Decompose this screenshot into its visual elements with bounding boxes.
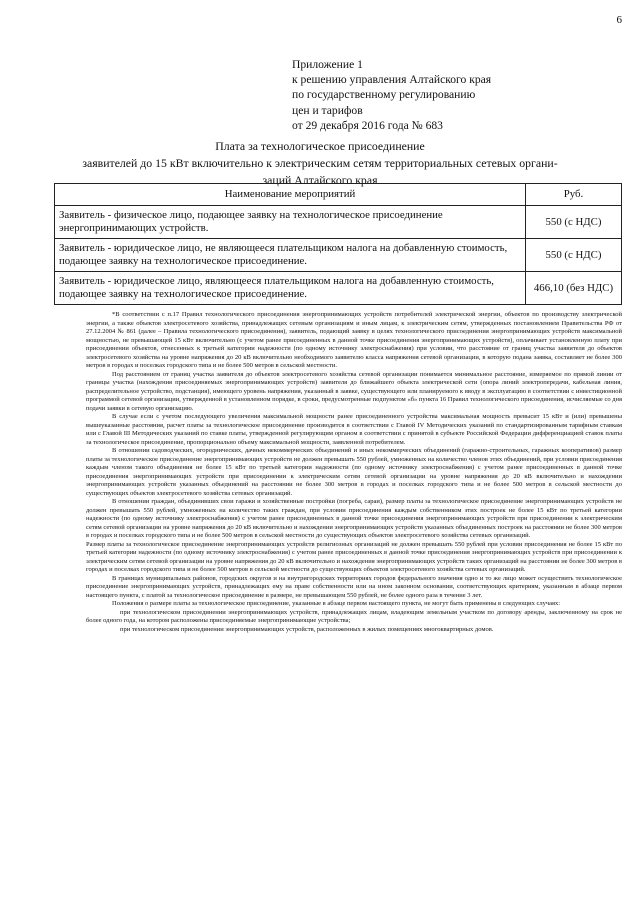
- paragraph: *В соответствии с п.17 Правил технологического присоединения энергопринимающих устройств потребителей электрической энергии, объектов по производству электрической энергии, а также объектов электросетевого хозяйства, принадлежащих сетевым организациям и иным лицам, к электрическим сетям, утвержденных постановлением Правительства РФ от 27.12.2004 № 861 (далее – Правила технологического присоединения), заявитель, подающий заявку в целях технологического присоединения энергопринимающих устройств максимальной мощностью, не превышающей 15 кВт включительно (с учетом ранее присоединенных в данной точке присоединения энергопринимающих устройств), оплачивает установленную плату при присоединении объектов, отнесенных к третьей категории надежности (по одному источнику электроснабжения) при условии, что расстояние от границ участка заявителя до объектов электросетевого хозяйства на уровне напряжения до 20 кВ включительно необходимого заявителю класса напряжения сетевой организации, в которую подана заявка, составляет не более 300 метров в городах и поселках городского типа и не более 500 метров в сельской местности.: [86, 311, 622, 369]
- paragraph: Под расстоянием от границ участка заявителя до объектов электросетевого хозяйства сетевой организации понимается минимальное расстояние, измеряемое по прямой линии от границы участка (нахождения присоединяемых энергопринимающих устройств) заявителя до ближайшего объекта электрической сети (опора линий электропередачи, кабельная линия, распределительное устройство, подстанция), имеющего уровень напряжения, указанный в заявке, существующего или планируемого к вводу в эксплуатацию в соответствии с инвестиционной программой сетевой организации, утвержденной в установленном порядке, в сроки, предусмотренные подпунктом «б» пункта 16 Правил технологического присоединения, исчисляемые со дня подачи заявки в сетевую организацию.: [86, 370, 622, 412]
- table-row: [55, 206, 622, 239]
- appendix-line: к решению управления Алтайского края: [292, 73, 492, 87]
- paragraph: В границах муниципальных районов, городских округов и на внутригородских территориях городов федерального значения одно и то же лицо может осуществить технологическое присоединение энергопринимающих устройств, принадлежащих ему на праве собственности или на ином законном основании, соответствующих критериям, указанным в абзаце первом настоящего пункта, с платой за технологическое присоединение в размере, не превышающем 550 рублей, не более одного раза в течение 3 лет.: [86, 574, 622, 599]
- page-number: 6: [616, 14, 622, 26]
- appendix-header: [292, 57, 622, 133]
- table-cell-name: Заявитель - физическое лицо, подающее заявку на технологическое присоединение энергопринимающих устройств.: [55, 206, 526, 239]
- title-line: Плата за технологическое присоединение: [215, 139, 425, 153]
- table-header-row: [55, 184, 622, 206]
- paragraph: Положения о размере платы за технологическое присоединение, указанные в абзаце первом настоящего пункта, не могут быть применены в следующих случаях:: [112, 600, 561, 607]
- paragraph: Размер платы за технологическое присоединение энергопринимающих устройств религиозных организаций не должен превышать 550 рублей при условии присоединения не более 15 кВт по третьей категории надежности (по одному источнику электроснабжения) с учетом ранее присоединенных в данной точке присоединения энергопринимающих устройств при присоединении к электрическим сетям сетевой организации на уровне напряжения до 20 кВ включительно и нахождения энергопринимающих устройств таких организаций на расстоянии не более 300 метров в городах и поселках городского типа и не более 500 метров в сельской местности до существующих объектов электросетевого хозяйства сетевых организаций.: [86, 540, 622, 573]
- appendix-line: цен и тарифов: [292, 103, 363, 117]
- paragraph: В отношении граждан, объединивших свои гаражи и хозяйственные постройки (погреба, сараи), размер платы за технологическое присоединение энергопринимающих устройств не должен превышать 550 рублей, умноженных на количество таких граждан, при условии присоединения каждым собственником этих построек не более 15 кВт по третьей категории надежности (по одному источнику электроснабжения) с учетом ранее присоединенных в данной точке присоединения энергопринимающих устройств при присоединении к электрическим сетям сетевой организации на уровне напряжения до 20 кВ включительно и нахождении энергопринимающих устройств указанных объединенных построек на расстоянии не более 300 метров в городах и поселках городского типа и не более 500 метров в сельской местности до существующих объектов электросетевого хозяйства сетевых организаций.: [86, 498, 622, 539]
- appendix-line: от 29 декабря 2016 года № 683: [292, 118, 443, 132]
- table-cell-price: 550 (с НДС): [526, 206, 622, 239]
- table-row: [55, 239, 622, 272]
- list-item: при технологическом присоединении энергопринимающих устройств, принадлежащих лицам, владеющим земельным участком по договору аренды, заключенному на срок не более одного года, на котором расположены присоединяемые энергопринимающие устройства;: [86, 608, 622, 624]
- paragraph: В случае если с учетом последующего увеличения максимальной мощности ранее присоединенного устройства максимальная мощность превысит 15 кВт и (или) превышены вышеуказанные расстояния, расчет платы за технологическое присоединение производится в соответствии с Главой IV Методических указаний по стандартизированным тарифным ставкам или с Главой III Методических указаний по ставке платы, утвержденной регулирующим органом в соответствии с принятой в субъекте Российской Федерации дифференциацией ставок платы за технологическое присоединение, пропорционально объему максимальной мощности, заявленной потребителем.: [86, 413, 622, 446]
- body-text: [86, 311, 622, 634]
- appendix-line: Приложение 1: [292, 58, 363, 71]
- column-header-name: Наименование мероприятий: [55, 184, 526, 206]
- column-header-price: Руб.: [526, 184, 622, 206]
- table-cell-price: 550 (с НДС): [526, 239, 622, 272]
- table-cell-name: Заявитель - юридическое лицо, являющееся плательщиком налога на добавленную стоимость, подающее заявку на технологическое присоединение.: [55, 272, 526, 305]
- paragraph: В отношении садоводческих, огороднических, дачных некоммерческих объединений и иных некоммерческих объединений (гаражно-строительных, гаражных кооперативов) размер платы за технологическое присоединение энергопринимающих устройств не должен превышать 550 рублей, умноженных на количество членов этих объединений, при условии присоединения каждым членом такого объединения не более 15 кВт по третьей категории надежности (по одному источнику электроснабжения) с учетом ранее присоединенных в данной точке присоединения энергопринимающих устройств при присоединении к электрическим сетям сетевой организации на уровне напряжения до 20 кВ включительно и нахождении энергопринимающих устройств указанных объединений на расстоянии не более 300 метров в городах и поселках городского типа и не более 500 метров в сельской местности до существующих объектов электросетевого хозяйства сетевых организаций.: [86, 447, 622, 497]
- table-cell-price: 466,10 (без НДС): [526, 272, 622, 305]
- document-title: [20, 138, 620, 189]
- title-line: заций Алтайского края: [262, 173, 378, 187]
- appendix-line: по государственному регулированию: [292, 88, 476, 102]
- title-line: заявителей до 15 кВт включительно к электрическим сетям территориальных сетевых органи-: [82, 156, 558, 170]
- table-row: [55, 272, 622, 305]
- fees-table: [54, 183, 622, 305]
- table-cell-name: Заявитель - юридическое лицо, не являющееся плательщиком налога на добавленную стоимость, подающее заявку на технологическое присоединение.: [55, 239, 526, 272]
- list-item: при технологическом присоединении энергопринимающих устройств, расположенных в жилых помещениях многоквартирных домов.: [120, 625, 494, 633]
